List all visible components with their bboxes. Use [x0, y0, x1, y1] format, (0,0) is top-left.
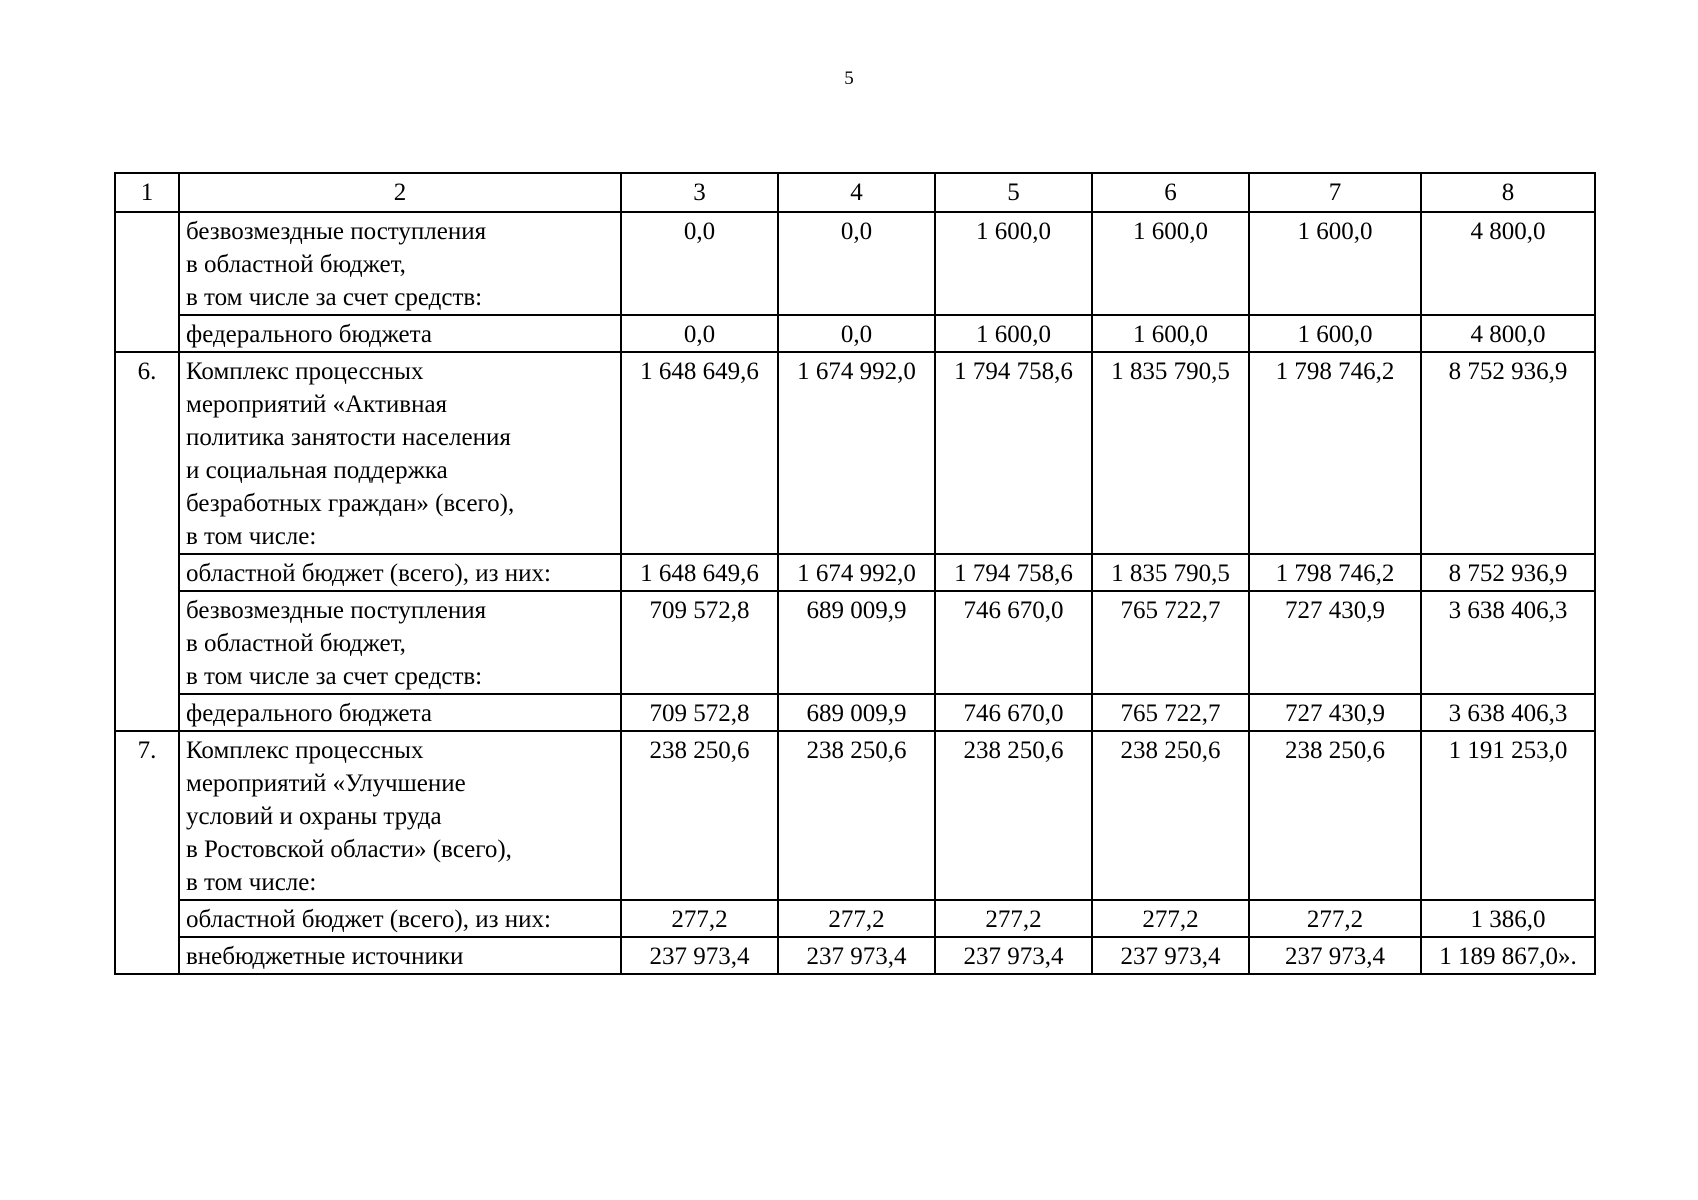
table-row	[115, 315, 1595, 352]
row-label	[179, 554, 621, 591]
value-cell: 237 973,4	[935, 937, 1092, 974]
row-label-line: и социальная поддержка	[186, 457, 448, 484]
value-cell: 0,0	[778, 212, 935, 315]
row-label-line: мероприятий «Улучшение	[186, 770, 466, 797]
value-cell: 1 600,0	[1249, 212, 1421, 315]
header-cell: 8	[1421, 173, 1595, 212]
row-label-line: в областной бюджет,	[186, 630, 406, 657]
row-label	[179, 731, 621, 900]
value-cell: 1 674 992,0	[778, 554, 935, 591]
table-row	[115, 352, 1595, 554]
row-label-line: федерального бюджета	[186, 321, 432, 348]
header-cell: 3	[621, 173, 778, 212]
row-label	[179, 212, 621, 315]
header-cell: 6	[1092, 173, 1249, 212]
table-row	[115, 900, 1595, 937]
value-cell: 1 794 758,6	[935, 554, 1092, 591]
value-cell: 1 648 649,6	[621, 554, 778, 591]
row-label	[179, 352, 621, 554]
row-label	[179, 591, 621, 694]
row-label-line: безработных граждан» (всего),	[186, 490, 515, 517]
row-label	[179, 900, 621, 937]
row-label-line: условий и охраны труда	[186, 803, 442, 830]
value-cell: 4 800,0	[1421, 212, 1595, 315]
value-cell: 1 648 649,6	[621, 352, 778, 554]
value-cell: 689 009,9	[778, 694, 935, 731]
value-cell: 3 638 406,3	[1421, 591, 1595, 694]
section-number	[115, 212, 179, 352]
table-row	[115, 937, 1595, 974]
value-cell: 1 189 867,0».	[1421, 937, 1595, 974]
row-label-line: безвозмездные поступления	[186, 218, 487, 245]
table-row	[115, 591, 1595, 694]
value-cell: 746 670,0	[935, 694, 1092, 731]
row-label-line: Комплекс процессных	[186, 737, 424, 764]
value-cell: 0,0	[621, 212, 778, 315]
row-label-line: Комплекс процессных	[186, 358, 424, 385]
section-number: 6.	[115, 352, 179, 731]
value-cell: 8 752 936,9	[1421, 554, 1595, 591]
value-cell: 1 600,0	[1092, 212, 1249, 315]
value-cell: 277,2	[778, 900, 935, 937]
value-cell: 277,2	[621, 900, 778, 937]
value-cell: 1 191 253,0	[1421, 731, 1595, 900]
value-cell: 238 250,6	[621, 731, 778, 900]
table-row	[115, 731, 1595, 900]
header-row	[115, 173, 1595, 212]
value-cell: 0,0	[778, 315, 935, 352]
value-cell: 238 250,6	[1249, 731, 1421, 900]
value-cell: 1 600,0	[1249, 315, 1421, 352]
value-cell: 746 670,0	[935, 591, 1092, 694]
row-label-line: в областной бюджет,	[186, 251, 406, 278]
value-cell: 277,2	[1092, 900, 1249, 937]
value-cell: 1 600,0	[935, 315, 1092, 352]
value-cell: 237 973,4	[1249, 937, 1421, 974]
value-cell: 237 973,4	[1092, 937, 1249, 974]
row-label-line: в том числе:	[186, 523, 317, 550]
row-label	[179, 937, 621, 974]
header-cell: 1	[115, 173, 179, 212]
header-cell: 2	[179, 173, 621, 212]
budget-table	[114, 172, 1596, 975]
value-cell: 277,2	[1249, 900, 1421, 937]
value-cell: 237 973,4	[621, 937, 778, 974]
page-number: 5	[844, 68, 854, 89]
row-label-line: федерального бюджета	[186, 700, 432, 727]
header-cell: 5	[935, 173, 1092, 212]
value-cell: 237 973,4	[778, 937, 935, 974]
value-cell: 238 250,6	[778, 731, 935, 900]
header-cell: 4	[778, 173, 935, 212]
value-cell: 1 798 746,2	[1249, 352, 1421, 554]
header-cell: 7	[1249, 173, 1421, 212]
table-row	[115, 212, 1595, 315]
row-label-line: безвозмездные поступления	[186, 597, 487, 624]
value-cell: 709 572,8	[621, 694, 778, 731]
value-cell: 1 600,0	[1092, 315, 1249, 352]
value-cell: 238 250,6	[935, 731, 1092, 900]
row-label	[179, 315, 621, 352]
value-cell: 238 250,6	[1092, 731, 1249, 900]
value-cell: 765 722,7	[1092, 694, 1249, 731]
row-label-line: в Ростовской области» (всего),	[186, 836, 512, 863]
value-cell: 1 835 790,5	[1092, 352, 1249, 554]
value-cell: 727 430,9	[1249, 694, 1421, 731]
row-label-line: мероприятий «Активная	[186, 391, 448, 418]
value-cell: 277,2	[935, 900, 1092, 937]
value-cell: 1 835 790,5	[1092, 554, 1249, 591]
value-cell: 1 386,0	[1421, 900, 1595, 937]
value-cell: 727 430,9	[1249, 591, 1421, 694]
table-body	[115, 173, 1595, 974]
value-cell: 1 798 746,2	[1249, 554, 1421, 591]
value-cell: 709 572,8	[621, 591, 778, 694]
row-label-line: в том числе:	[186, 869, 317, 896]
row-label-line: внебюджетные источники	[186, 943, 464, 970]
value-cell: 4 800,0	[1421, 315, 1595, 352]
value-cell: 1 600,0	[935, 212, 1092, 315]
section-number: 7.	[115, 731, 179, 974]
value-cell: 1 674 992,0	[778, 352, 935, 554]
value-cell: 0,0	[621, 315, 778, 352]
row-label-line: областной бюджет (всего), из них:	[186, 560, 551, 587]
table-row	[115, 554, 1595, 591]
row-label-line: в том числе за счет средств:	[186, 663, 483, 690]
row-label-line: областной бюджет (всего), из них:	[186, 906, 551, 933]
value-cell: 1 794 758,6	[935, 352, 1092, 554]
row-label-line: в том числе за счет средств:	[186, 284, 483, 311]
value-cell: 3 638 406,3	[1421, 694, 1595, 731]
row-label	[179, 694, 621, 731]
row-label-line: политика занятости населения	[186, 424, 511, 451]
value-cell: 765 722,7	[1092, 591, 1249, 694]
value-cell: 8 752 936,9	[1421, 352, 1595, 554]
table-row	[115, 694, 1595, 731]
value-cell: 689 009,9	[778, 591, 935, 694]
